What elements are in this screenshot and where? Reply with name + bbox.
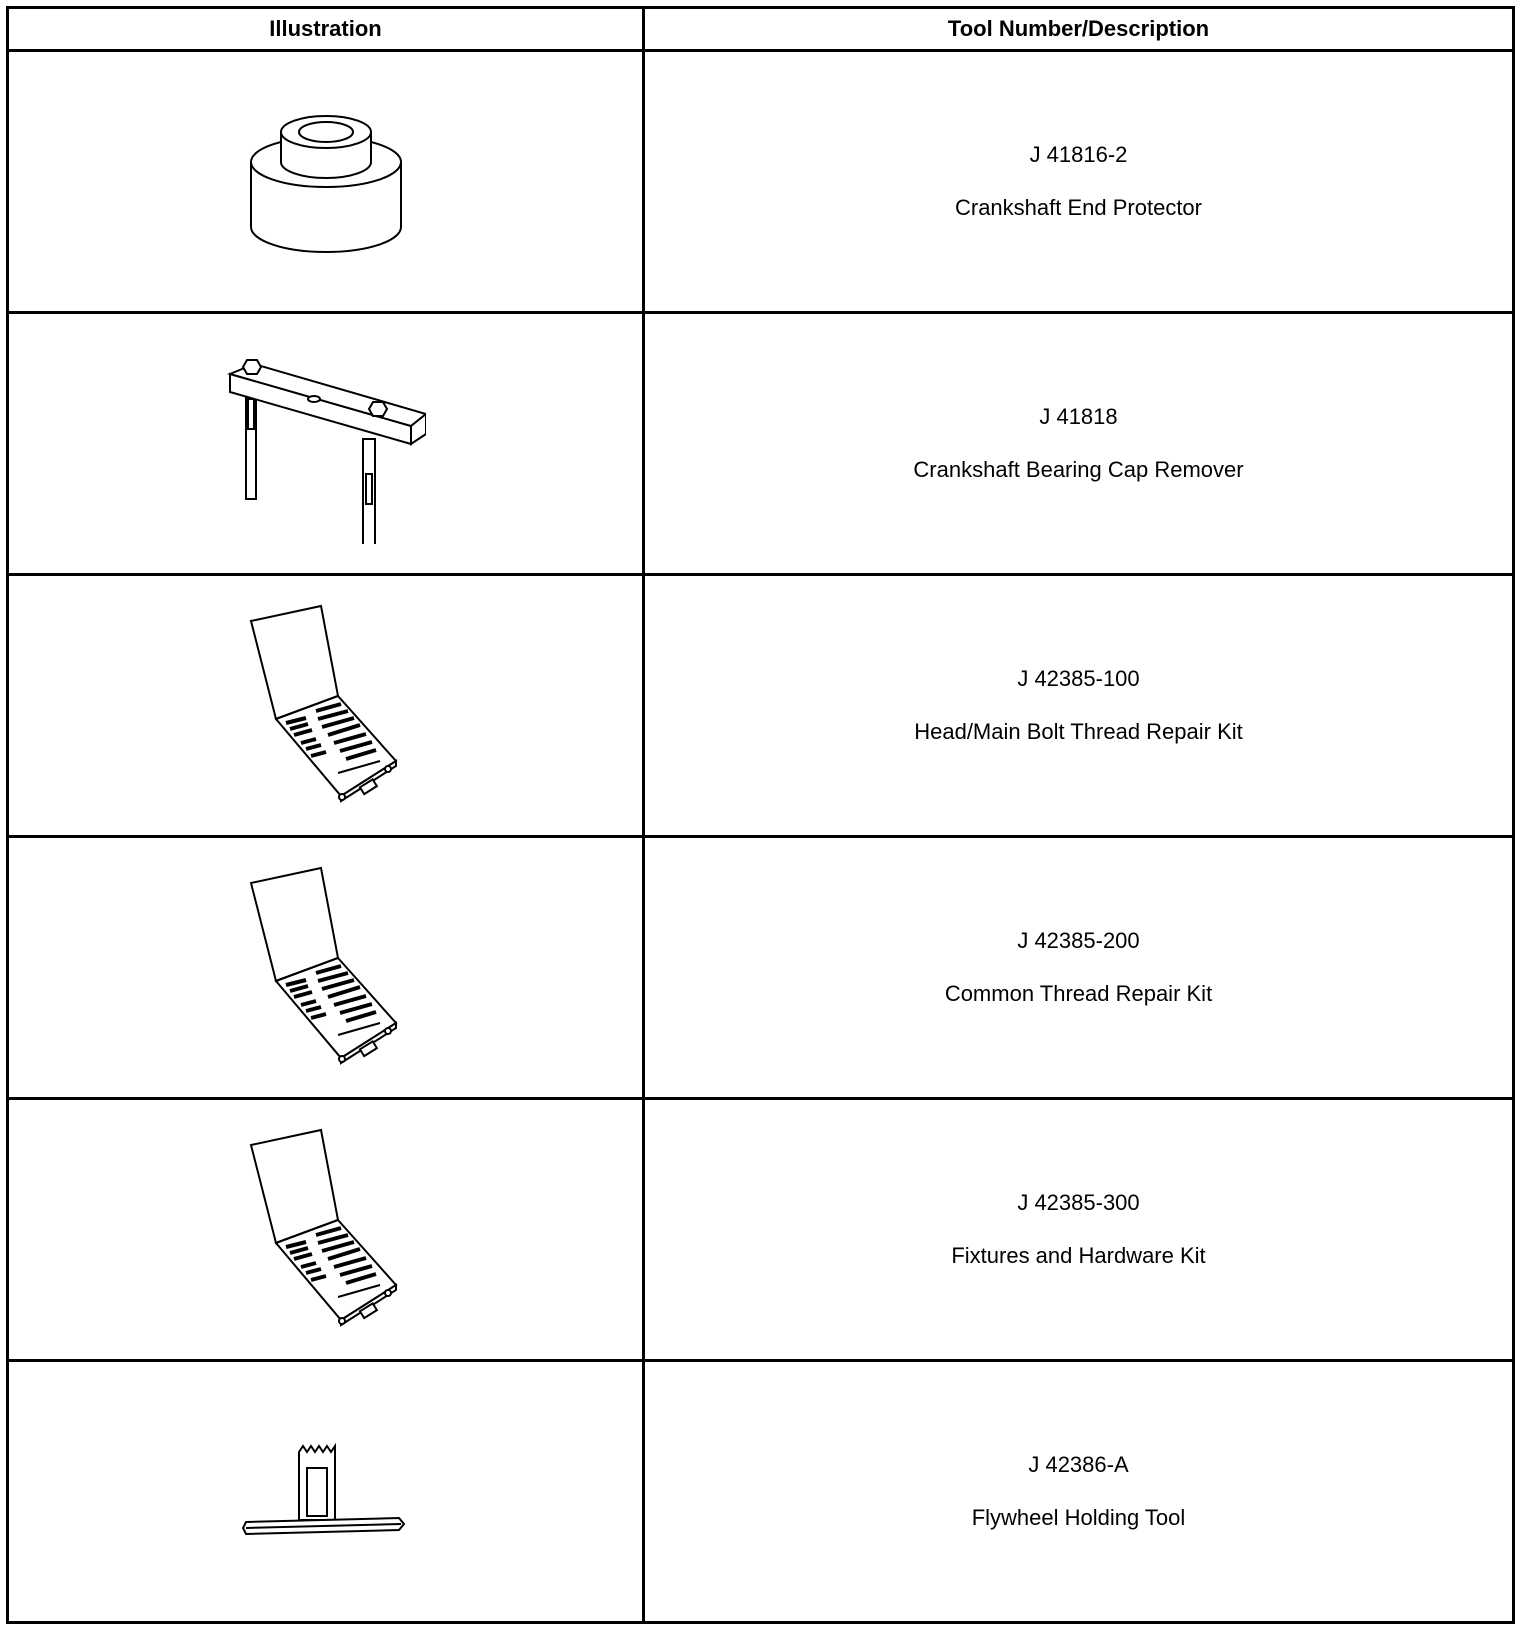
tool-number: J 41816-2 — [1029, 142, 1128, 167]
tool-number: J 42386-A — [1028, 1452, 1129, 1477]
tool-number: J 42385-200 — [1017, 928, 1140, 953]
bearing-cap-remover-icon — [226, 344, 426, 544]
tool-description: Head/Main Bolt Thread Repair Kit — [914, 719, 1243, 744]
tool-description: Crankshaft Bearing Cap Remover — [913, 457, 1244, 482]
table-row — [8, 313, 1514, 575]
tool-cell — [644, 313, 1514, 575]
thread-repair-kit-icon — [246, 1125, 406, 1335]
tool-description: Common Thread Repair Kit — [944, 981, 1213, 1006]
tool-number: J 42385-100 — [1017, 666, 1140, 691]
thread-repair-kit-icon — [246, 863, 406, 1073]
tool-description: Crankshaft End Protector — [954, 195, 1202, 220]
tools-table — [6, 6, 1515, 1624]
flywheel-holding-tool-icon — [241, 1442, 411, 1542]
table-row — [8, 1361, 1514, 1623]
illustration-cell — [8, 837, 644, 1099]
tool-description: Fixtures and Hardware Kit — [951, 1243, 1206, 1268]
tool-number: J 42385-300 — [1017, 1190, 1140, 1215]
illustration-cell — [8, 1361, 644, 1623]
illustration-cell — [8, 1099, 644, 1361]
tool-cell — [644, 51, 1514, 313]
tool-cell — [644, 837, 1514, 1099]
thread-repair-kit-icon — [246, 601, 406, 811]
tool-number: J 41818 — [1039, 404, 1118, 429]
table-row — [8, 51, 1514, 313]
table-row — [8, 575, 1514, 837]
header-tool-number-description: Tool Number/Description — [644, 8, 1514, 51]
illustration-cell — [8, 51, 644, 313]
crankshaft-end-protector-icon — [241, 102, 411, 262]
tool-cell — [644, 1361, 1514, 1623]
table-row — [8, 1099, 1514, 1361]
header-illustration: Illustration — [8, 8, 644, 51]
table-row — [8, 837, 1514, 1099]
illustration-cell — [8, 575, 644, 837]
tool-cell — [644, 1099, 1514, 1361]
tool-description: Flywheel Holding Tool — [971, 1505, 1186, 1530]
tool-cell — [644, 575, 1514, 837]
header-row — [8, 8, 1514, 51]
illustration-cell — [8, 313, 644, 575]
